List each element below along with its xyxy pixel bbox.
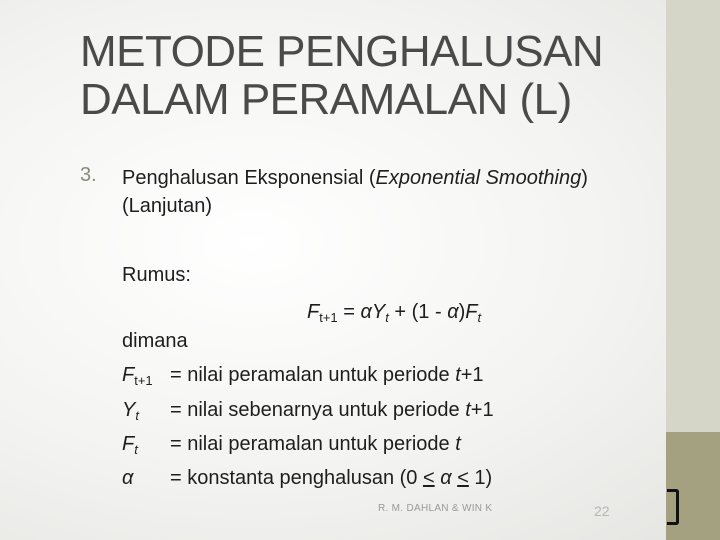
def-symbol-sub xyxy=(134,442,138,457)
def-symbol-sub-text: t xyxy=(135,408,139,423)
formula-f-sub xyxy=(477,310,481,325)
formula-y-sub-text: t xyxy=(385,310,389,325)
def-text-italic: t xyxy=(455,433,461,455)
def-symbol-letter: F xyxy=(122,433,135,455)
item-text-end: ) xyxy=(581,167,588,189)
formula-close: ) xyxy=(458,301,466,323)
definition-row xyxy=(122,399,494,422)
def-symbol-letter: α xyxy=(122,467,134,489)
formula-lhs: F xyxy=(307,301,320,323)
def-text-main: = konstanta penghalusan (0 xyxy=(170,467,423,489)
formula-eq: = xyxy=(337,301,361,323)
dimana-label: dimana xyxy=(122,330,188,352)
def-text xyxy=(170,364,484,386)
def-text-main: = nilai peramalan untuk periode xyxy=(170,433,456,455)
def-text-main: = nilai sebenarnya untuk periode xyxy=(170,399,466,421)
def-text xyxy=(170,399,494,421)
def-symbol xyxy=(122,364,170,387)
lte-sign: < xyxy=(457,467,469,489)
list-item-text xyxy=(122,164,702,220)
bracket-decor-icon xyxy=(667,489,679,525)
def-text xyxy=(170,467,492,489)
def-symbol-sub: t+1 xyxy=(134,373,153,388)
formula-alpha: α xyxy=(360,301,372,323)
formula xyxy=(307,301,481,324)
rumus-label: Rumus: xyxy=(122,264,191,286)
def-text-after: +1 xyxy=(470,399,494,421)
title-line-1: METODE PENGHALUSAN xyxy=(80,27,604,76)
def-symbol-sub xyxy=(135,408,139,423)
formula-lhs-sub: t+1 xyxy=(319,310,338,325)
def-symbol xyxy=(122,399,170,422)
definition-row xyxy=(122,364,484,387)
formula-f: F xyxy=(465,301,478,323)
lte-sign: < xyxy=(422,467,435,489)
def-text-italic: t xyxy=(465,399,471,421)
formula-alpha2: α xyxy=(447,301,459,323)
def-text-italic: t xyxy=(455,364,461,386)
title-line-2: DALAM PERAMALAN (L) xyxy=(80,75,572,124)
item-text-start: Penghalusan Eksponensial ( xyxy=(122,167,376,189)
formula-mid: + (1 - xyxy=(388,301,448,323)
def-symbol-letter: Y xyxy=(122,399,136,421)
item-text-italic: Exponential Smoothing xyxy=(375,167,582,189)
def-text-after: +1 xyxy=(460,364,484,386)
definition-row xyxy=(122,433,461,456)
list-number: 3. xyxy=(80,164,97,186)
alpha-def-end: 1) xyxy=(468,467,493,489)
def-symbol-letter: F xyxy=(122,364,135,386)
slide-title xyxy=(80,28,660,124)
page-number: 22 xyxy=(594,503,610,519)
formula-f-sub-text: t xyxy=(477,310,482,325)
alpha-symbol: α xyxy=(440,467,452,489)
definition-row xyxy=(122,467,492,490)
footer-author: R. M. DAHLAN & WIN K xyxy=(378,503,493,514)
def-text-main: = nilai peramalan untuk periode xyxy=(170,364,456,386)
def-text xyxy=(170,433,461,455)
item-text-cont: (Lanjutan) xyxy=(122,195,213,217)
def-symbol-sub-text: t xyxy=(134,442,138,457)
def-symbol xyxy=(122,467,170,490)
def-symbol xyxy=(122,433,170,456)
formula-y: Y xyxy=(371,301,386,323)
